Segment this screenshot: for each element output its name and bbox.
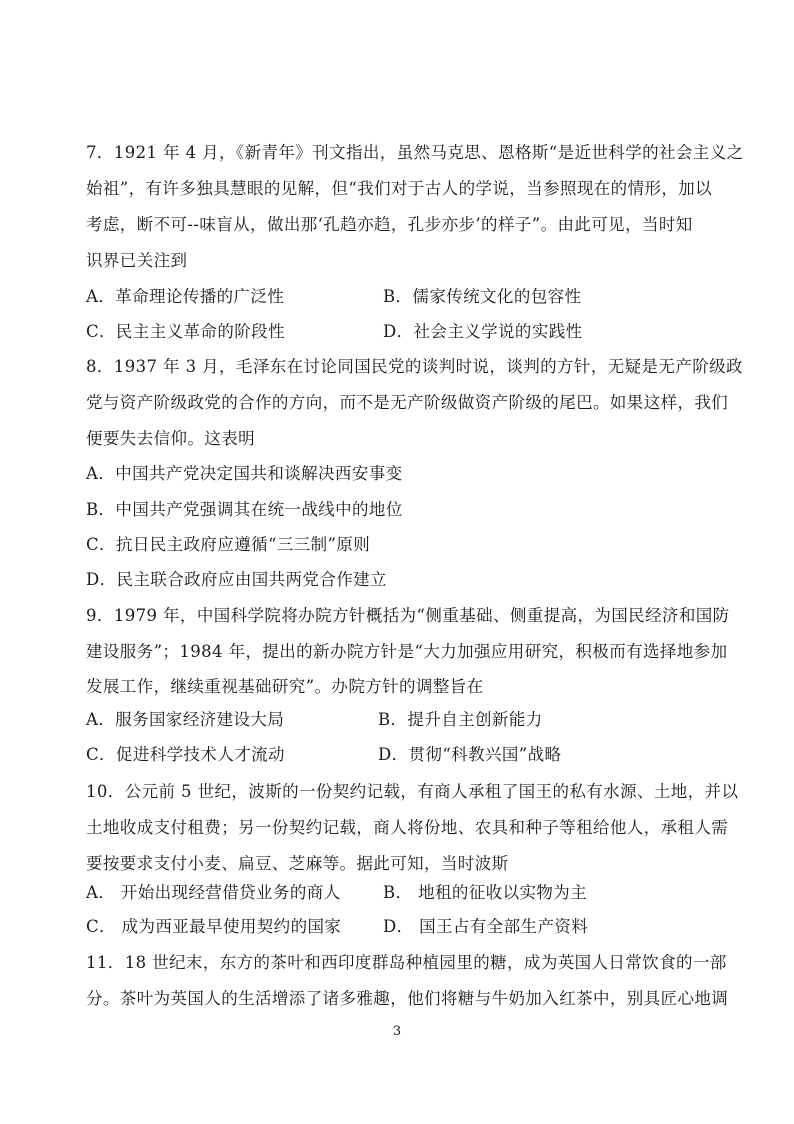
q10-option-d: D． 国王占有全部生产资料 bbox=[383, 917, 589, 936]
q10-line-2: 土地收成支付租费；另一份契约记载，商人将份地、农具和种子等租给他人，承租人需 bbox=[86, 818, 729, 837]
q7-line-1: 7．1921 年 4 月，《新青年》刊文指出，虽然马克思、恩格斯“是近世科学的社会主义之 bbox=[86, 143, 744, 162]
page-number: 3 bbox=[392, 1024, 402, 1039]
q10-line-3: 要按要求支付小麦、扁豆、芝麻等。据此可知，当时波斯 bbox=[86, 854, 509, 873]
q7-line-2: 始祖”，有许多独具慧眼的见解，但“我们对于古人的学说，当参照现在的情形，加以 bbox=[86, 179, 713, 198]
q9-option-a: A．服务国家经济建设大局 bbox=[86, 710, 285, 729]
q10-option-c: C． 成为西亚最早使用契约的国家 bbox=[86, 917, 342, 936]
q7-option-d: D．社会主义学说的实践性 bbox=[383, 322, 583, 341]
q10-option-a: A． 开始出现经营借贷业务的商人 bbox=[86, 883, 341, 902]
q8-line-1: 8．1937 年 3 月，毛泽东在讨论同国民党的谈判时说，谈判的方针，无疑是无产阶级政 bbox=[86, 357, 743, 376]
q11-line-1: 11．18 世纪末，东方的茶叶和西印度群岛种植园里的糖，成为英国人日常饮食的一部 bbox=[86, 953, 727, 972]
q7-line-4: 识界已关注到 bbox=[86, 251, 188, 270]
q9-line-2: 建设服务”；1984 年，提出的新办院方针是“大力加强应用研究，积极而有选择地参加 bbox=[86, 642, 728, 661]
q9-option-b: B．提升自主创新能力 bbox=[378, 710, 543, 729]
q9-line-3: 发展工作，继续重视基础研究”。办院方针的调整旨在 bbox=[86, 677, 484, 696]
q8-line-2: 党与资产阶级政党的合作的方向，而不是无产阶级做资产阶级的尾巴。如果这样，我们 bbox=[86, 393, 729, 412]
q7-option-c: C．民主主义革命的阶段性 bbox=[86, 322, 285, 341]
q11-line-2: 分。茶叶为英国人的生活增添了诸多雅趣，他们将糖与牛奶加入红茶中，别具匠心地调 bbox=[86, 989, 729, 1008]
q10-line-1: 10．公元前 5 世纪，波斯的一份契约记载，有商人承租了国王的私有水源、土地，并以 bbox=[86, 782, 739, 801]
q9-option-d: D．贯彻“科教兴国”战略 bbox=[378, 745, 562, 764]
q8-option-d: D．民主联合政府应由国共两党合作建立 bbox=[86, 570, 387, 589]
q7-option-a: A．革命理论传播的广泛性 bbox=[86, 287, 285, 306]
q7-option-b: B．儒家传统文化的包容性 bbox=[383, 287, 582, 306]
q8-option-b: B．中国共产党强调其在统一战线中的地位 bbox=[86, 500, 403, 519]
q9-line-1: 9．1979 年，中国科学院将办院方针概括为“侧重基础、侧重提高，为国民经济和国防 bbox=[86, 606, 730, 625]
q8-line-3: 便要失去信仰。这表明 bbox=[86, 429, 255, 448]
q10-option-b: B． 地租的征收以实物为主 bbox=[383, 883, 588, 902]
q7-line-3: 考虑，断不可--味盲从，做出那‘孔趋亦趋，孔步亦步’的样子”。由此可见，当时知 bbox=[86, 215, 693, 234]
q8-option-a: A．中国共产党决定国共和谈解决西安事变 bbox=[86, 464, 403, 483]
q9-option-c: C．促进科学技术人才流动 bbox=[86, 745, 285, 764]
q8-option-c: C．抗日民主政府应遵循“三三制”原则 bbox=[86, 535, 371, 554]
